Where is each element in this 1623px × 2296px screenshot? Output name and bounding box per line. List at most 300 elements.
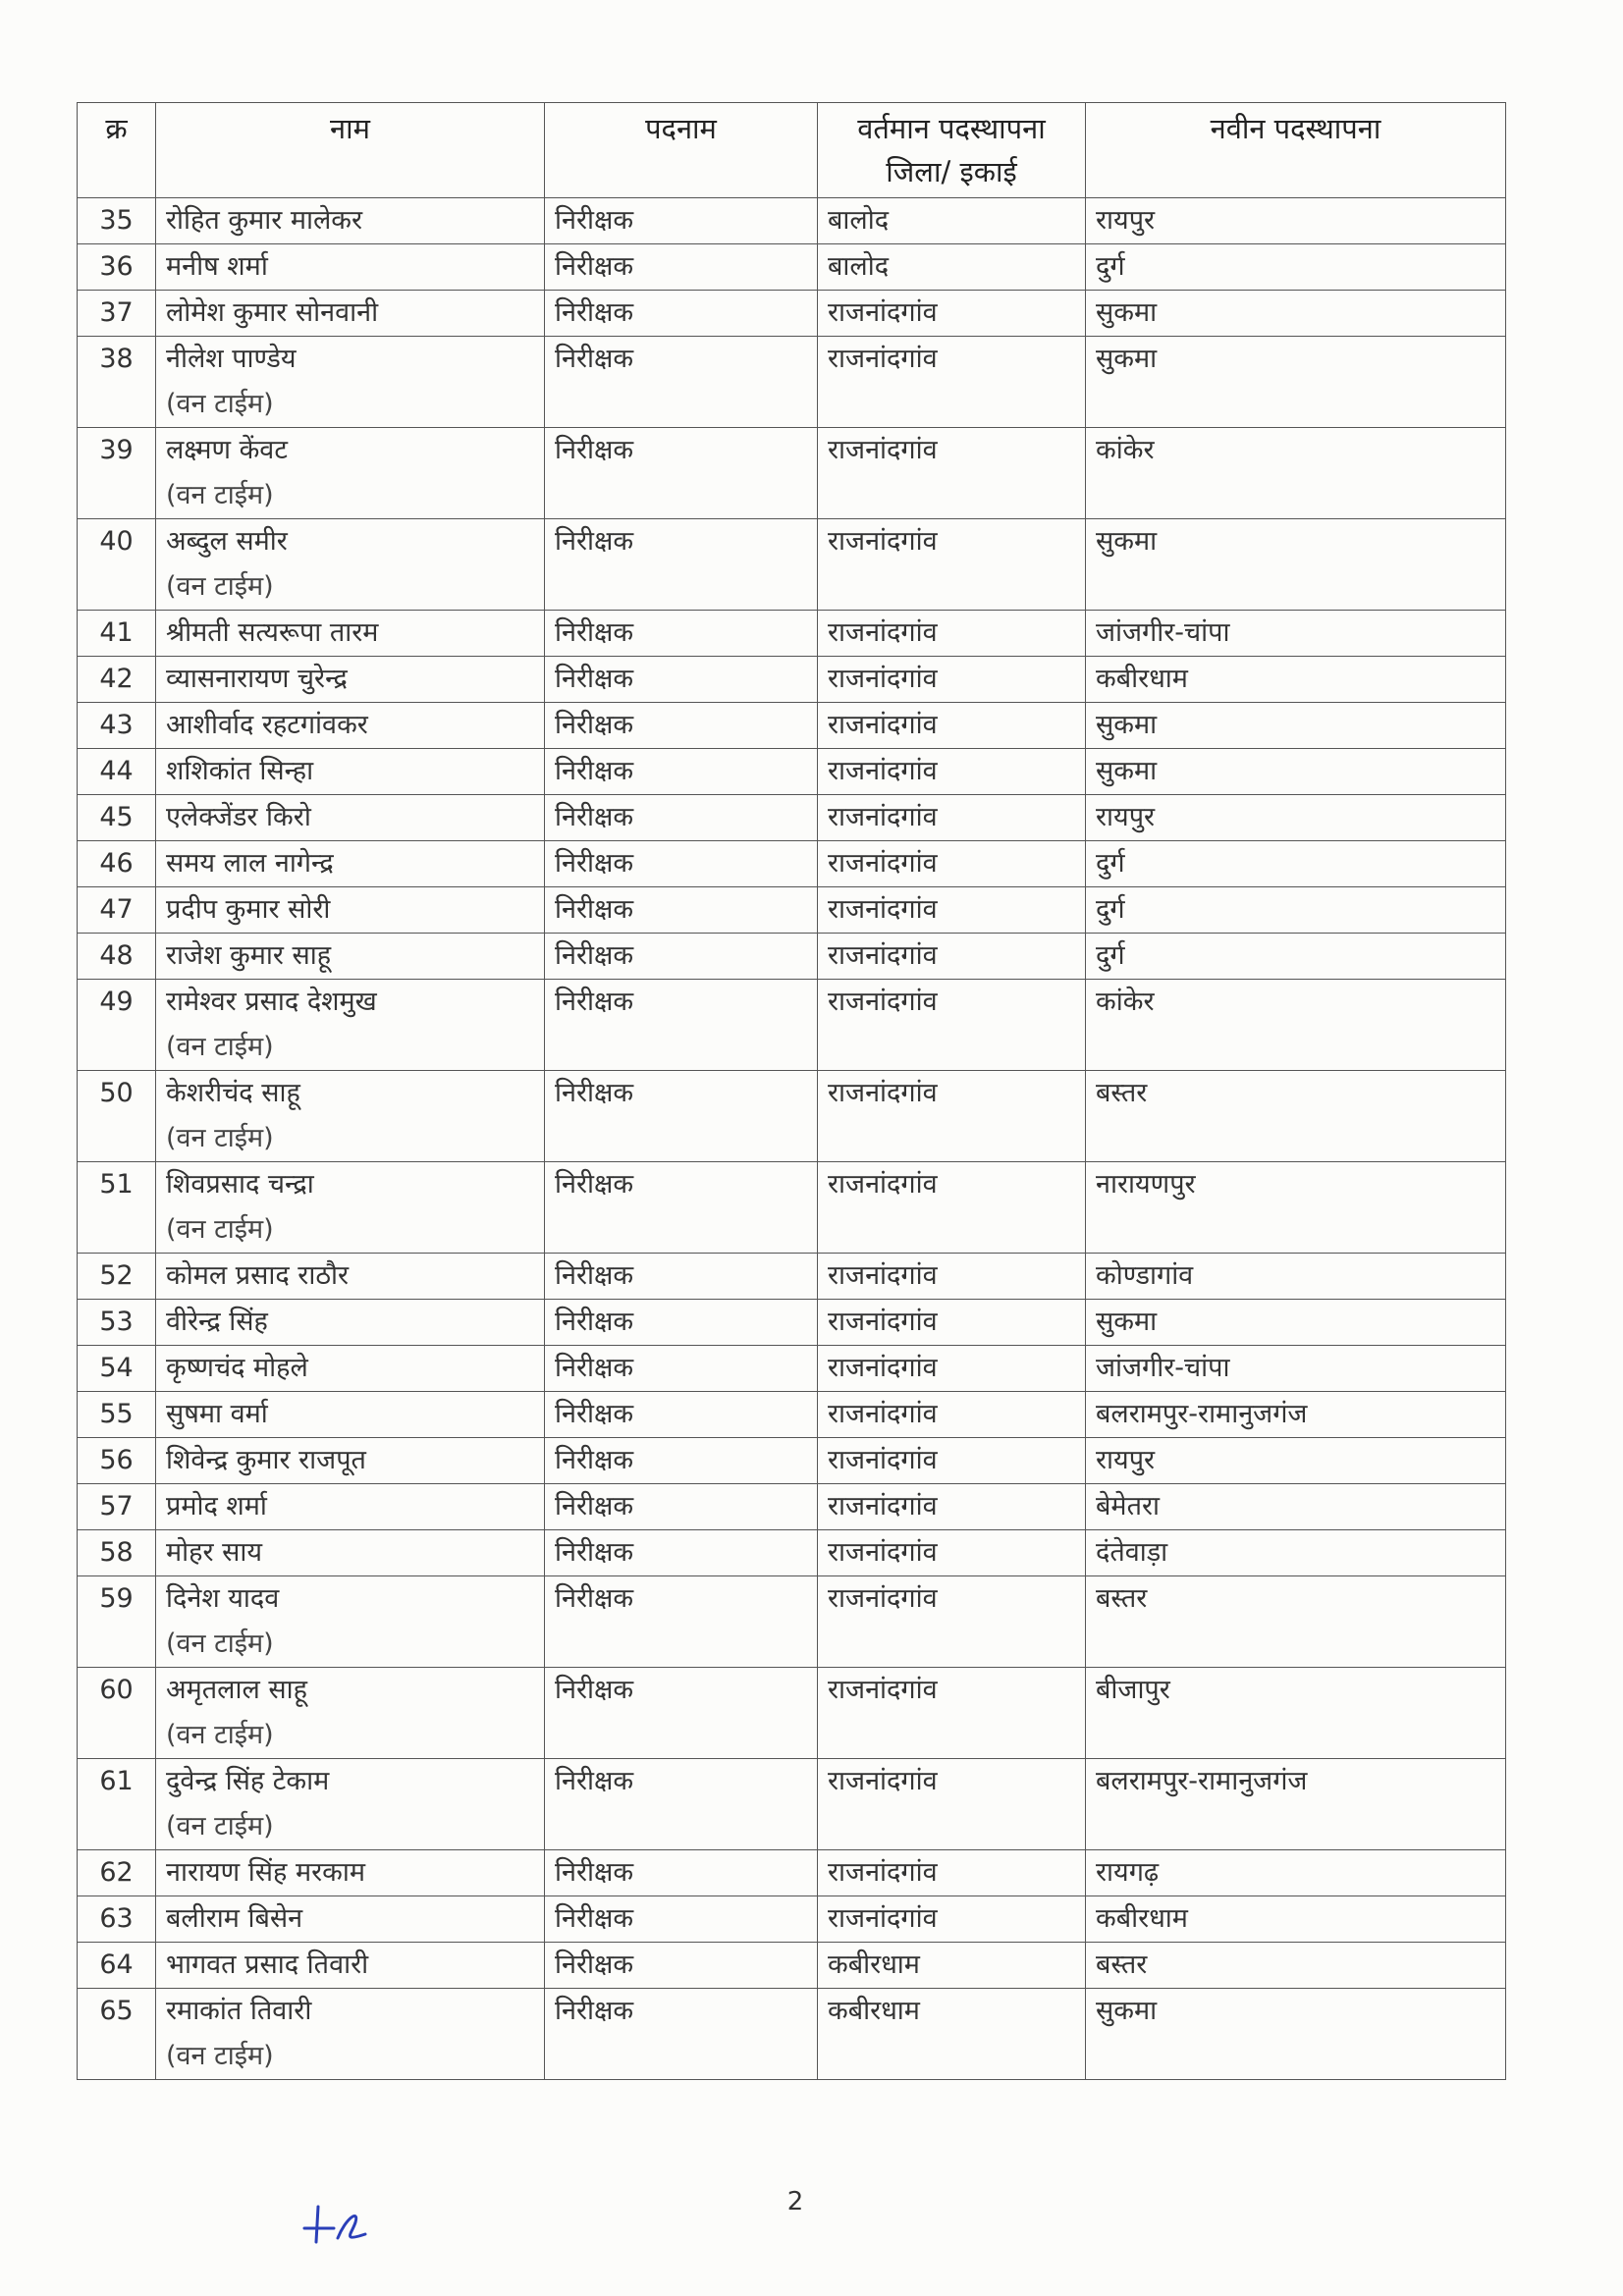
cell-name — [156, 934, 545, 980]
cell-new-posting-text: जांजगीर-चांपा — [1096, 617, 1230, 648]
cell-new-posting — [1086, 841, 1506, 887]
cell-new-posting — [1086, 795, 1506, 841]
cell-current-posting — [818, 1943, 1086, 1989]
table-row — [78, 934, 1506, 980]
cell-designation-text: निरीक्षक — [555, 344, 634, 374]
cell-current-posting-text: राजनांदगांव — [828, 344, 938, 374]
cell-designation — [545, 934, 818, 980]
cell-sr — [78, 1346, 156, 1392]
cell-name-text: प्रमोद शर्मा — [166, 1491, 267, 1522]
cell-designation — [545, 1850, 818, 1896]
cell-current-posting-text: राजनांदगांव — [828, 1491, 938, 1522]
cell-name — [156, 337, 545, 428]
cell-name-note: (वन टाईम) — [166, 1123, 274, 1153]
cell-name-text: लोमेश कुमार सोनवानी — [166, 297, 379, 328]
table-row — [78, 1346, 1506, 1392]
cell-current-posting — [818, 1438, 1086, 1484]
cell-new-posting-text: कांकेर — [1096, 435, 1155, 465]
cell-current-posting — [818, 795, 1086, 841]
cell-name — [156, 1438, 545, 1484]
cell-sr-text: 36 — [99, 251, 134, 282]
cell-name — [156, 1162, 545, 1254]
cell-current-posting-text: राजनांदगांव — [828, 526, 938, 557]
cell-current-posting-text: राजनांदगांव — [828, 297, 938, 328]
cell-designation-text: निरीक्षक — [555, 1675, 634, 1705]
cell-sr-text: 45 — [99, 802, 134, 832]
cell-sr-text: 50 — [99, 1078, 134, 1108]
cell-name-note: (वन टाईम) — [166, 2041, 274, 2071]
cell-current-posting-text: राजनांदगांव — [828, 848, 938, 879]
table-row — [78, 657, 1506, 703]
header-current-posting — [818, 103, 1086, 198]
cell-name — [156, 841, 545, 887]
cell-sr-text: 58 — [99, 1537, 134, 1568]
cell-current-posting — [818, 428, 1086, 519]
cell-designation-text: निरीक्षक — [555, 1353, 634, 1383]
cell-current-posting-text: राजनांदगांव — [828, 1903, 938, 1934]
table-row — [78, 1438, 1506, 1484]
header-name: नाम — [156, 103, 545, 198]
cell-name-note: (वन टाईम) — [166, 1214, 274, 1245]
cell-new-posting — [1086, 244, 1506, 291]
cell-new-posting — [1086, 291, 1506, 337]
table-row — [78, 1850, 1506, 1896]
cell-current-posting — [818, 1896, 1086, 1943]
cell-current-posting — [818, 1484, 1086, 1530]
table-row — [78, 1759, 1506, 1850]
cell-name — [156, 291, 545, 337]
cell-designation — [545, 1484, 818, 1530]
cell-current-posting-text: राजनांदगांव — [828, 987, 938, 1017]
cell-name-note: (वन टाईम) — [166, 389, 274, 419]
cell-new-posting-text: कांकेर — [1096, 987, 1155, 1017]
cell-name — [156, 1668, 545, 1759]
cell-sr-text: 63 — [99, 1903, 134, 1934]
cell-new-posting-text: सुकमा — [1096, 756, 1158, 786]
cell-sr — [78, 795, 156, 841]
cell-current-posting-text: राजनांदगांव — [828, 1766, 938, 1796]
cell-new-posting-text: दुर्ग — [1096, 940, 1125, 971]
cell-current-posting — [818, 1576, 1086, 1668]
cell-new-posting-text: बीजापुर — [1096, 1675, 1170, 1705]
cell-designation — [545, 980, 818, 1071]
table-row — [78, 1668, 1506, 1759]
cell-designation — [545, 1576, 818, 1668]
cell-name — [156, 1759, 545, 1850]
cell-sr — [78, 428, 156, 519]
cell-sr-text: 52 — [99, 1260, 134, 1291]
cell-name-text: आशीर्वाद रहटगांवकर — [166, 710, 368, 740]
table-row — [78, 749, 1506, 795]
cell-name — [156, 657, 545, 703]
cell-current-posting — [818, 887, 1086, 934]
cell-new-posting-text: सुकमा — [1096, 1307, 1158, 1337]
table-row — [78, 1254, 1506, 1300]
table-row — [78, 291, 1506, 337]
cell-current-posting-text: बालोद — [828, 251, 890, 282]
cell-name — [156, 749, 545, 795]
table-row — [78, 841, 1506, 887]
cell-name — [156, 1346, 545, 1392]
cell-current-posting — [818, 703, 1086, 749]
table-row — [78, 1576, 1506, 1668]
cell-name-text: दुवेन्द्र सिंह टेकाम — [166, 1766, 330, 1796]
cell-current-posting — [818, 337, 1086, 428]
cell-sr-text: 65 — [99, 1996, 134, 2026]
cell-name — [156, 1850, 545, 1896]
cell-designation-text: निरीक्षक — [555, 205, 634, 236]
transfer-table — [77, 102, 1506, 2080]
cell-sr-text: 40 — [99, 526, 134, 557]
cell-name-text: मोहर साय — [166, 1537, 263, 1568]
cell-name — [156, 1071, 545, 1162]
cell-new-posting — [1086, 1850, 1506, 1896]
cell-designation — [545, 1300, 818, 1346]
cell-current-posting — [818, 1668, 1086, 1759]
cell-name — [156, 703, 545, 749]
cell-sr — [78, 1759, 156, 1850]
table-row — [78, 1896, 1506, 1943]
cell-sr — [78, 1254, 156, 1300]
table-row — [78, 1530, 1506, 1576]
cell-sr — [78, 1668, 156, 1759]
cell-name-text: सुषमा वर्मा — [166, 1399, 268, 1429]
cell-new-posting — [1086, 428, 1506, 519]
cell-current-posting-text: राजनांदगांव — [828, 1078, 938, 1108]
cell-new-posting-text: कोण्डागांव — [1096, 1260, 1194, 1291]
cell-name-text: शिवप्रसाद चन्द्रा — [166, 1169, 314, 1200]
header-sr: क्र — [78, 103, 156, 198]
cell-sr-text: 57 — [99, 1491, 134, 1522]
cell-sr — [78, 1438, 156, 1484]
cell-designation-text: निरीक्षक — [555, 526, 634, 557]
table-row — [78, 980, 1506, 1071]
cell-new-posting-text: सुकमा — [1096, 1996, 1158, 2026]
cell-new-posting-text: बस्तर — [1096, 1078, 1148, 1108]
cell-new-posting — [1086, 1392, 1506, 1438]
cell-designation — [545, 337, 818, 428]
cell-name-note: (वन टाईम) — [166, 1811, 274, 1842]
cell-designation — [545, 198, 818, 244]
cell-sr-text: 59 — [99, 1583, 134, 1614]
cell-new-posting — [1086, 887, 1506, 934]
cell-current-posting — [818, 611, 1086, 657]
cell-name-text: राजेश कुमार साहू — [166, 940, 332, 971]
cell-name — [156, 244, 545, 291]
cell-current-posting — [818, 1392, 1086, 1438]
cell-current-posting-text: राजनांदगांव — [828, 664, 938, 694]
cell-designation — [545, 1392, 818, 1438]
table-row — [78, 1392, 1506, 1438]
cell-current-posting-text: राजनांदगांव — [828, 1399, 938, 1429]
cell-new-posting-text: दुर्ग — [1096, 848, 1125, 879]
table-row — [78, 795, 1506, 841]
cell-current-posting-text: राजनांदगांव — [828, 617, 938, 648]
cell-current-posting — [818, 519, 1086, 611]
cell-designation-text: निरीक्षक — [555, 848, 634, 879]
cell-name-text: भागवत प्रसाद तिवारी — [166, 1949, 369, 1980]
cell-current-posting-text: राजनांदगांव — [828, 710, 938, 740]
cell-sr — [78, 1071, 156, 1162]
cell-current-posting — [818, 841, 1086, 887]
cell-new-posting-text: दुर्ग — [1096, 894, 1125, 925]
cell-current-posting — [818, 291, 1086, 337]
cell-new-posting-text: नारायणपुर — [1096, 1169, 1196, 1200]
cell-current-posting — [818, 1346, 1086, 1392]
cell-designation — [545, 1254, 818, 1300]
cell-new-posting — [1086, 1530, 1506, 1576]
cell-new-posting-text: कबीरधाम — [1096, 664, 1188, 694]
cell-current-posting — [818, 1254, 1086, 1300]
cell-new-posting — [1086, 1759, 1506, 1850]
cell-name — [156, 1989, 545, 2080]
table-row — [78, 1989, 1506, 2080]
cell-designation — [545, 291, 818, 337]
cell-designation-text: निरीक्षक — [555, 617, 634, 648]
cell-name-text: व्यासनारायण चुरेन्द्र — [166, 664, 348, 694]
cell-name — [156, 1943, 545, 1989]
cell-new-posting — [1086, 1300, 1506, 1346]
cell-designation — [545, 1162, 818, 1254]
cell-name-text: लक्ष्मण केंवट — [166, 435, 288, 465]
cell-designation — [545, 244, 818, 291]
table-header-row — [78, 103, 1506, 198]
cell-current-posting-text: राजनांदगांव — [828, 1675, 938, 1705]
cell-name — [156, 1300, 545, 1346]
cell-designation-text: निरीक्षक — [555, 756, 634, 786]
cell-sr — [78, 519, 156, 611]
cell-name-text: अब्दुल समीर — [166, 526, 288, 557]
cell-new-posting — [1086, 198, 1506, 244]
cell-name-note: (वन टाईम) — [166, 480, 274, 510]
cell-new-posting — [1086, 1346, 1506, 1392]
cell-name — [156, 1576, 545, 1668]
cell-sr — [78, 1484, 156, 1530]
cell-name-text: कोमल प्रसाद राठौर — [166, 1260, 350, 1291]
cell-new-posting — [1086, 611, 1506, 657]
cell-name-text: रोहित कुमार मालेकर — [166, 205, 363, 236]
cell-name-text: दिनेश यादव — [166, 1583, 280, 1614]
cell-sr — [78, 980, 156, 1071]
cell-sr-text: 53 — [99, 1307, 134, 1337]
cell-sr — [78, 1392, 156, 1438]
cell-name — [156, 198, 545, 244]
cell-sr — [78, 934, 156, 980]
table-row — [78, 428, 1506, 519]
cell-sr-text: 64 — [99, 1949, 134, 1980]
table-row — [78, 244, 1506, 291]
cell-designation — [545, 1071, 818, 1162]
cell-new-posting — [1086, 1896, 1506, 1943]
cell-sr-text: 39 — [99, 435, 134, 465]
cell-sr — [78, 1300, 156, 1346]
cell-new-posting — [1086, 1071, 1506, 1162]
cell-sr — [78, 703, 156, 749]
cell-new-posting-text: सुकमा — [1096, 710, 1158, 740]
cell-name-text: समय लाल नागेन्द्र — [166, 848, 334, 879]
table-row — [78, 198, 1506, 244]
table-row — [78, 1071, 1506, 1162]
cell-new-posting — [1086, 1162, 1506, 1254]
cell-sr — [78, 841, 156, 887]
cell-sr — [78, 244, 156, 291]
cell-name — [156, 1392, 545, 1438]
cell-name — [156, 1484, 545, 1530]
cell-designation-text: निरीक्षक — [555, 1537, 634, 1568]
cell-sr-text: 35 — [99, 205, 134, 236]
cell-new-posting-text: रायपुर — [1096, 205, 1156, 236]
cell-new-posting — [1086, 934, 1506, 980]
cell-name-note: (वन टाईम) — [166, 1720, 274, 1750]
cell-designation-text: निरीक्षक — [555, 1857, 634, 1888]
cell-designation — [545, 1346, 818, 1392]
cell-sr — [78, 1896, 156, 1943]
cell-designation — [545, 1668, 818, 1759]
cell-sr-text: 41 — [99, 617, 134, 648]
cell-designation-text: निरीक्षक — [555, 987, 634, 1017]
cell-name-text: नारायण सिंह मरकाम — [166, 1857, 366, 1888]
cell-new-posting-text: कबीरधाम — [1096, 1903, 1188, 1934]
table-row — [78, 1300, 1506, 1346]
cell-designation-text: निरीक्षक — [555, 435, 634, 465]
table-row — [78, 887, 1506, 934]
cell-sr — [78, 611, 156, 657]
cell-new-posting — [1086, 657, 1506, 703]
cell-designation — [545, 1943, 818, 1989]
cell-name — [156, 519, 545, 611]
table-row — [78, 1162, 1506, 1254]
cell-name-text: मनीष शर्मा — [166, 251, 268, 282]
cell-name — [156, 795, 545, 841]
cell-sr — [78, 198, 156, 244]
cell-designation — [545, 611, 818, 657]
cell-name-note: (वन टाईम) — [166, 1629, 274, 1659]
cell-current-posting — [818, 1530, 1086, 1576]
cell-sr — [78, 291, 156, 337]
cell-sr-text: 42 — [99, 664, 134, 694]
cell-sr-text: 48 — [99, 940, 134, 971]
cell-name-text: शिवेन्द्र कुमार राजपूत — [166, 1445, 366, 1475]
table-row — [78, 703, 1506, 749]
cell-name-text: प्रदीप कुमार सोरी — [166, 894, 331, 925]
cell-designation-text: निरीक्षक — [555, 1949, 634, 1980]
cell-current-posting-text: राजनांदगांव — [828, 1307, 938, 1337]
cell-designation — [545, 703, 818, 749]
cell-current-posting — [818, 1300, 1086, 1346]
cell-current-posting-text: राजनांदगांव — [828, 940, 938, 971]
cell-new-posting — [1086, 1484, 1506, 1530]
cell-designation — [545, 1438, 818, 1484]
cell-sr — [78, 337, 156, 428]
cell-designation-text: निरीक्षक — [555, 1307, 634, 1337]
cell-new-posting-text: बलरामपुर-रामानुजगंज — [1096, 1766, 1308, 1796]
cell-sr — [78, 1530, 156, 1576]
cell-name-text: रमाकांत तिवारी — [166, 1996, 312, 2026]
cell-current-posting-text: राजनांदगांव — [828, 756, 938, 786]
table-row — [78, 519, 1506, 611]
cell-designation — [545, 1989, 818, 2080]
cell-new-posting-text: रायपुर — [1096, 1445, 1156, 1475]
cell-new-posting — [1086, 703, 1506, 749]
cell-name-text: केशरीचंद साहू — [166, 1078, 300, 1108]
cell-new-posting — [1086, 1438, 1506, 1484]
header-current-posting-label: वर्तमान पदस्थापना जिला/ इकाई — [857, 112, 1046, 188]
cell-sr-text: 61 — [99, 1766, 134, 1796]
cell-designation-text: निरीक्षक — [555, 1583, 634, 1614]
cell-new-posting — [1086, 1668, 1506, 1759]
cell-new-posting — [1086, 749, 1506, 795]
cell-current-posting — [818, 198, 1086, 244]
cell-sr-text: 51 — [99, 1169, 134, 1200]
cell-current-posting-text: राजनांदगांव — [828, 435, 938, 465]
cell-name — [156, 1530, 545, 1576]
cell-current-posting-text: राजनांदगांव — [828, 1445, 938, 1475]
cell-name-note: (वन टाईम) — [166, 1032, 274, 1062]
table-row — [78, 337, 1506, 428]
header-new-posting: नवीन पदस्थापना — [1086, 103, 1506, 198]
cell-current-posting-text: राजनांदगांव — [828, 802, 938, 832]
cell-current-posting — [818, 1162, 1086, 1254]
cell-current-posting — [818, 1071, 1086, 1162]
cell-name-note: (वन टाईम) — [166, 571, 274, 602]
cell-new-posting — [1086, 1576, 1506, 1668]
cell-sr — [78, 1162, 156, 1254]
cell-new-posting-text: जांजगीर-चांपा — [1096, 1353, 1230, 1383]
cell-designation-text: निरीक्षक — [555, 894, 634, 925]
cell-sr — [78, 1850, 156, 1896]
cell-name-text: कृष्णचंद मोहले — [166, 1353, 308, 1383]
cell-new-posting-text: बस्तर — [1096, 1949, 1148, 1980]
cell-current-posting-text: बालोद — [828, 205, 890, 236]
cell-current-posting-text: कबीरधाम — [828, 1949, 920, 1980]
cell-new-posting-text: दुर्ग — [1096, 251, 1125, 282]
page-number: 2 — [786, 2187, 804, 2216]
cell-sr-text: 43 — [99, 710, 134, 740]
cell-designation — [545, 428, 818, 519]
cell-sr-text: 49 — [99, 987, 134, 1017]
cell-current-posting — [818, 1989, 1086, 2080]
cell-designation — [545, 887, 818, 934]
cell-new-posting-text: बेमेतरा — [1096, 1491, 1160, 1522]
cell-sr — [78, 749, 156, 795]
cell-name-text: बलीराम बिसेन — [166, 1903, 303, 1934]
handwritten-initials — [295, 2199, 373, 2248]
cell-current-posting-text: राजनांदगांव — [828, 894, 938, 925]
cell-new-posting-text: दंतेवाड़ा — [1096, 1537, 1168, 1568]
table-row — [78, 611, 1506, 657]
cell-name — [156, 1254, 545, 1300]
cell-designation-text: निरीक्षक — [555, 1169, 634, 1200]
cell-current-posting-text: राजनांदगांव — [828, 1857, 938, 1888]
cell-designation — [545, 795, 818, 841]
cell-current-posting — [818, 980, 1086, 1071]
cell-new-posting-text: सुकमा — [1096, 526, 1158, 557]
cell-new-posting-text: रायगढ़ — [1096, 1857, 1160, 1888]
header-designation: पदनाम — [545, 103, 818, 198]
cell-name-text: नीलेश पाण्डेय — [166, 344, 297, 374]
cell-new-posting-text: सुकमा — [1096, 297, 1158, 328]
cell-designation-text: निरीक्षक — [555, 297, 634, 328]
cell-new-posting — [1086, 337, 1506, 428]
table-row — [78, 1943, 1506, 1989]
cell-new-posting-text: रायपुर — [1096, 802, 1156, 832]
cell-name-text: श्रीमती सत्यरूपा तारम — [166, 617, 379, 648]
cell-sr — [78, 1943, 156, 1989]
cell-designation-text: निरीक्षक — [555, 1260, 634, 1291]
cell-sr — [78, 1989, 156, 2080]
cell-sr-text: 56 — [99, 1445, 134, 1475]
cell-current-posting — [818, 749, 1086, 795]
